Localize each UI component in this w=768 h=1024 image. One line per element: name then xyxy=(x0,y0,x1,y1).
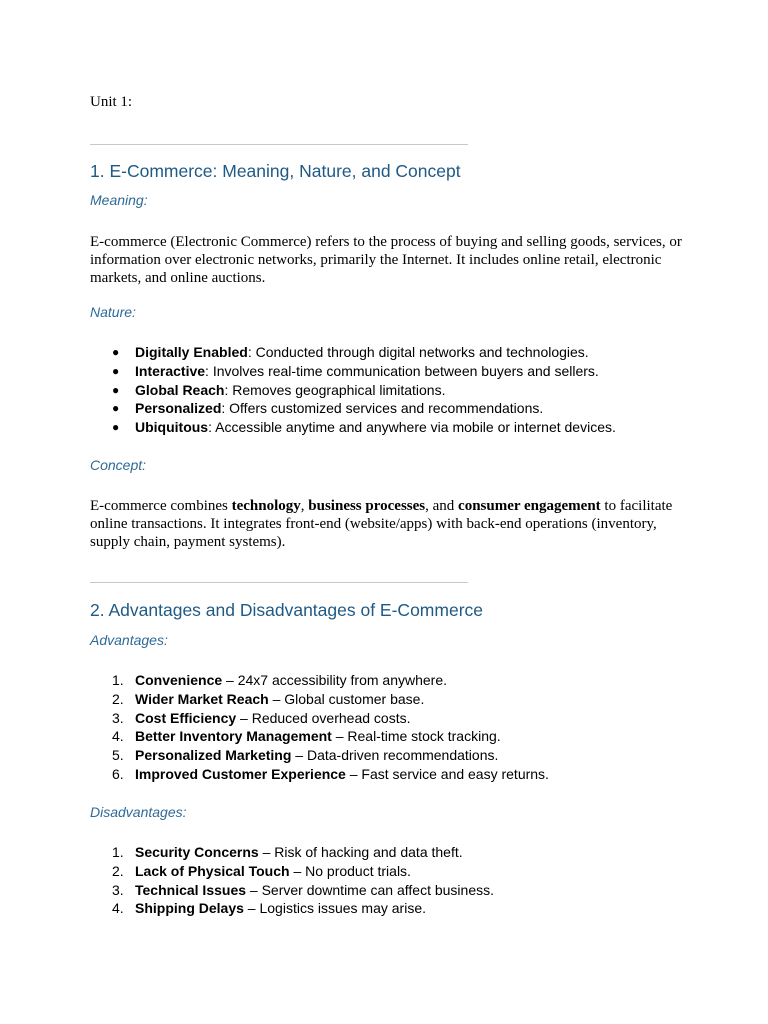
list-item xyxy=(90,709,549,728)
list-number: 1. xyxy=(112,672,124,688)
list-item-term: Convenience xyxy=(135,672,223,688)
advantages-subheading: Advantages: xyxy=(90,632,168,648)
list-item-term: Cost Efficiency xyxy=(135,709,237,726)
list-item-desc: : Conducted through digital networks and technologies. xyxy=(247,344,589,360)
list-item-desc: – Fast service and easy returns. xyxy=(345,765,549,782)
list-item xyxy=(90,362,616,381)
list-item-desc: – Data-driven recommendations. xyxy=(291,747,499,764)
list-item-desc: : Removes geographical limitations. xyxy=(224,381,446,398)
list-item xyxy=(90,746,549,765)
list-item-term: Improved Customer Experience xyxy=(135,765,346,782)
list-item-term: Shipping Delays xyxy=(135,900,244,917)
list-item xyxy=(90,765,549,784)
concept-term-business-processes: business processes xyxy=(308,498,426,514)
list-number: 2. xyxy=(112,690,124,707)
bullet-icon: ● xyxy=(112,401,120,416)
list-item xyxy=(90,862,494,881)
list-item-term: Lack of Physical Touch xyxy=(135,862,290,879)
list-item-term: Personalized xyxy=(135,400,222,417)
list-item-term: Interactive xyxy=(135,362,206,379)
list-item-desc: – Reduced overhead costs. xyxy=(236,709,411,726)
list-item-desc: : Involves real-time communication between buyers and sellers. xyxy=(205,362,599,379)
list-item-term: Digitally Enabled xyxy=(135,344,248,360)
list-number: 4. xyxy=(112,900,124,917)
list-item-desc: – Global customer base. xyxy=(268,690,425,707)
list-item xyxy=(90,843,494,862)
disadvantages-subheading: Disadvantages: xyxy=(90,804,187,820)
meaning-paragraph: E-commerce (Electronic Commerce) refers to the process of buying and selling goods, services, or information over electronic networks, primarily the Internet. It includes online retail, electronic markets, and online auctions. xyxy=(90,234,682,286)
advantages-list xyxy=(90,671,549,784)
disadvantages-list xyxy=(90,843,494,918)
list-item-term: Global Reach xyxy=(135,381,225,398)
list-item-desc: – 24x7 accessibility from anywhere. xyxy=(222,672,448,688)
unit-label: Unit 1: xyxy=(90,94,133,110)
concept-term-consumer-engagement: consumer engagement xyxy=(458,498,601,514)
list-item xyxy=(90,418,616,437)
list-item-term: Security Concerns xyxy=(135,844,259,860)
concept-text: , xyxy=(300,498,309,514)
list-number: 2. xyxy=(112,862,124,879)
list-item xyxy=(90,381,616,400)
concept-text: E-commerce combines xyxy=(90,498,232,514)
list-number: 3. xyxy=(112,881,124,898)
concept-text: , and xyxy=(425,498,459,514)
list-item-term: Ubiquitous xyxy=(135,419,209,436)
nature-list xyxy=(90,343,616,437)
list-item-desc: – No product trials. xyxy=(289,862,411,879)
list-item-desc: – Risk of hacking and data theft. xyxy=(258,844,463,860)
list-item-desc: – Server downtime can affect business. xyxy=(246,881,494,898)
section-2-heading: 2. Advantages and Disadvantages of E-Commerce xyxy=(90,600,483,620)
list-number: 5. xyxy=(112,747,124,764)
bullet-icon: ● xyxy=(112,382,120,397)
horizontal-rule xyxy=(90,582,468,583)
list-item xyxy=(90,881,494,900)
list-item xyxy=(90,671,549,690)
nature-subheading: Nature: xyxy=(90,304,136,320)
list-item-term: Technical Issues xyxy=(135,881,247,898)
list-item xyxy=(90,343,616,362)
bullet-icon: ● xyxy=(112,420,120,435)
list-item-desc: : Accessible anytime and anywhere via mobile or internet devices. xyxy=(208,419,616,436)
section-1-heading: 1. E-Commerce: Meaning, Nature, and Concept xyxy=(90,161,461,181)
list-number: 1. xyxy=(112,844,124,860)
list-item xyxy=(90,399,616,418)
list-item-term: Personalized Marketing xyxy=(135,747,292,764)
list-item-desc: – Logistics issues may arise. xyxy=(243,900,426,917)
list-item xyxy=(90,727,549,746)
list-item xyxy=(90,899,494,918)
concept-text: to facilitate online transactions. It integrates front-end (website/apps) with back-end operations (inventory, supply chain, payment systems). xyxy=(90,498,673,550)
list-number: 6. xyxy=(112,765,124,782)
bullet-icon: ● xyxy=(112,345,120,359)
list-item-term: Better Inventory Management xyxy=(135,728,332,745)
horizontal-rule xyxy=(90,144,468,145)
list-item-desc: – Real-time stock tracking. xyxy=(331,728,501,745)
concept-term-technology: technology xyxy=(231,498,301,514)
bullet-icon: ● xyxy=(112,363,120,378)
concept-paragraph xyxy=(90,497,690,551)
list-item xyxy=(90,690,549,709)
concept-subheading: Concept: xyxy=(90,457,147,473)
list-item-term: Wider Market Reach xyxy=(135,690,269,707)
list-item-desc: : Offers customized services and recommendations. xyxy=(221,400,544,417)
meaning-subheading: Meaning: xyxy=(90,192,148,208)
list-number: 3. xyxy=(112,709,124,726)
list-number: 4. xyxy=(112,728,124,745)
